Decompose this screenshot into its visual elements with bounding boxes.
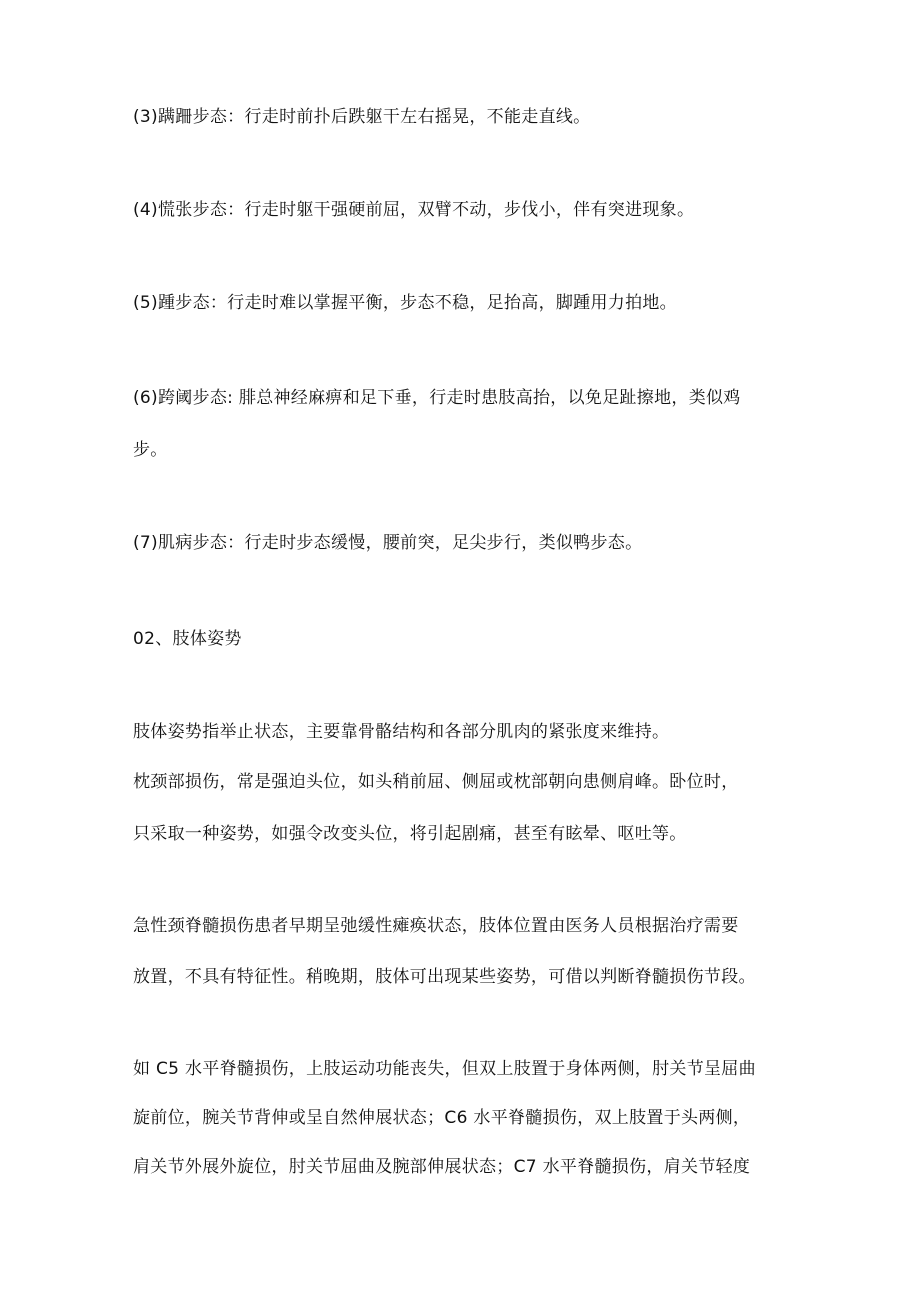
section-heading: 02、肢体姿势 <box>133 629 242 649</box>
text-line-para4b: 旋前位，腕关节背伸或呈自然伸展状态；C6 水平脊髓损伤，双上肢置于头两侧， <box>133 1108 751 1128</box>
text-line-gait-4: (4)慌张步态：行走时躯干强硬前屈，双臂不动，步伐小，伴有突进现象。 <box>133 200 695 220</box>
text-line-para3b: 放置，不具有特征性。稍晚期，肢体可出现某些姿势，可借以判断脊髓损伤节段。 <box>133 967 756 987</box>
text-line-para3a: 急性颈脊髓损伤患者早期呈弛缓性瘫痪状态，肢体位置由医务人员根据治疗需要 <box>133 916 739 936</box>
text-line-para2b: 只采取一种姿势，如强令改变头位，将引起剧痛，甚至有眩晕、呕吐等。 <box>133 824 687 844</box>
text-line-para1: 肢体姿势指举止状态，主要靠骨骼结构和各部分肌肉的紧张度来维持。 <box>133 722 670 742</box>
text-line-para2a: 枕颈部损伤，常是强迫头位，如头稍前屈、侧屈或枕部朝向患侧肩峰。卧位时， <box>133 772 739 792</box>
text-line-gait-5: (5)踵步态：行走时难以掌握平衡，步态不稳，足抬高，脚踵用力拍地。 <box>133 293 677 313</box>
text-line-gait-7: (7)肌病步态：行走时步态缓慢，腰前突，足尖步行，类似鸭步态。 <box>133 533 643 553</box>
text-line-gait-6-cont: 步。 <box>133 440 168 460</box>
text-line-para4c: 肩关节外展外旋位，肘关节屈曲及腕部伸展状态；C7 水平脊髓损伤，肩关节轻度 <box>133 1157 751 1177</box>
text-line-gait-6: (6)跨阈步态: 腓总神经麻痹和足下垂，行走时患肢高抬，以免足趾擦地，类似鸡 <box>133 388 741 408</box>
text-line-gait-3: (3)蹒跚步态：行走时前扑后跌躯干左右摇晃，不能走直线。 <box>133 107 591 127</box>
text-line-para4a: 如 C5 水平脊髓损伤，上肢运动功能丧失，但双上肢置于身体两侧，肘关节呈屈曲 <box>133 1059 756 1079</box>
